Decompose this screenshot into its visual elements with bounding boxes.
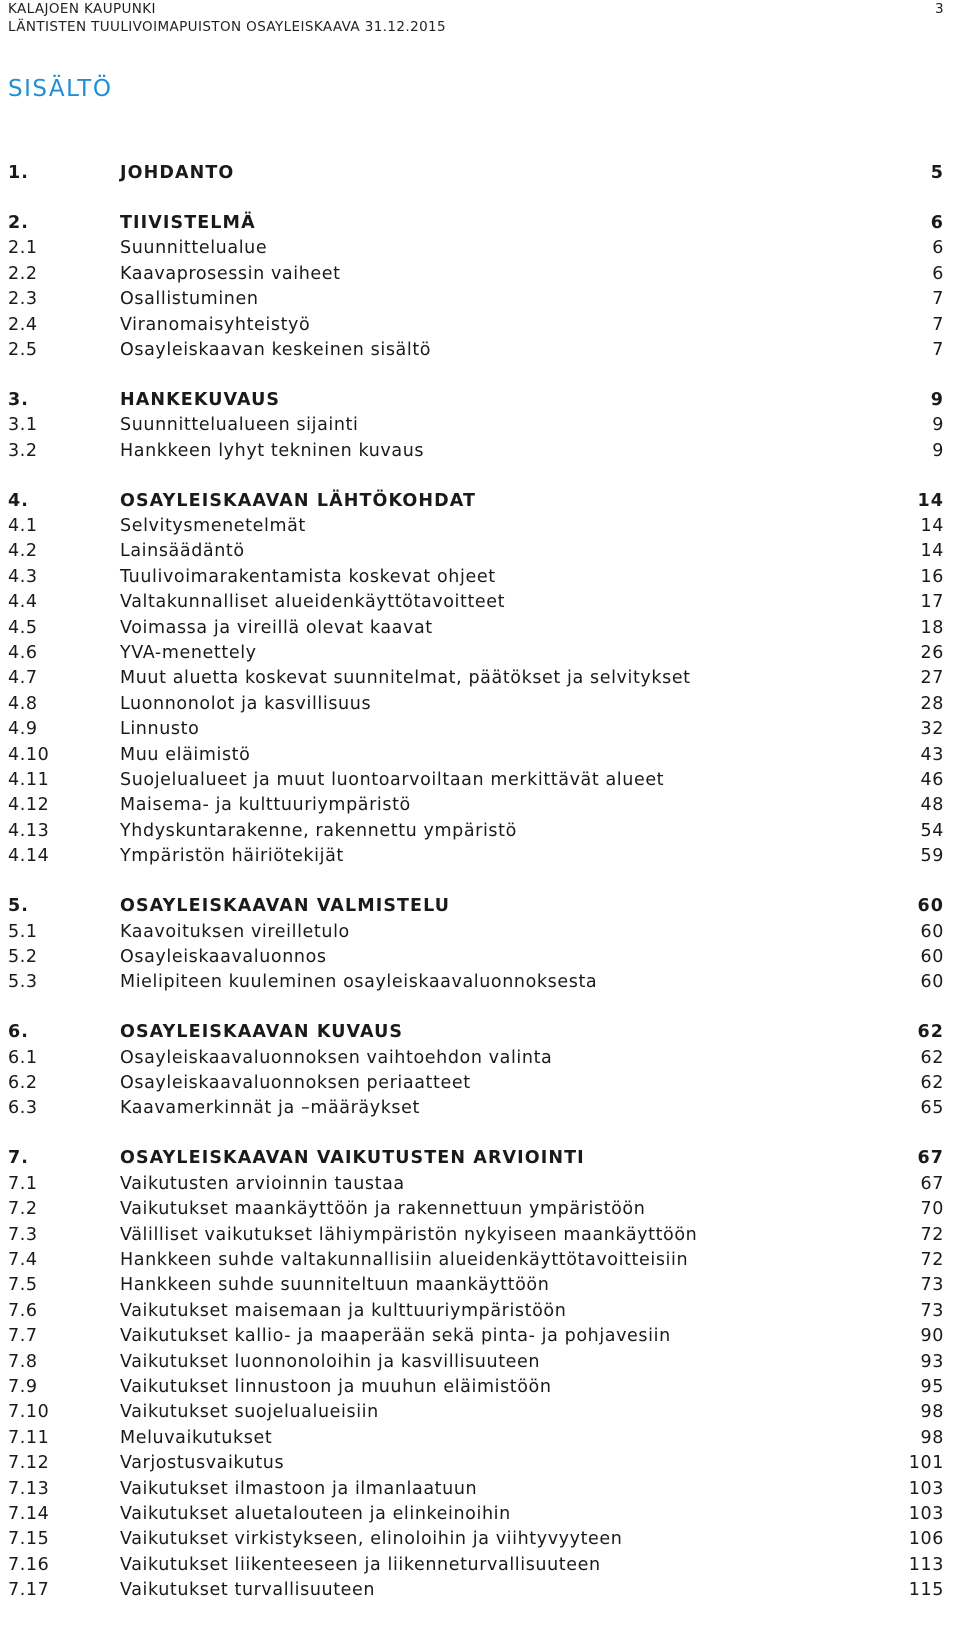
toc-entry-title: Vaikutukset turvallisuuteen: [120, 1580, 376, 1601]
toc-section: [8, 388, 952, 464]
toc-entry-number: 5.1: [8, 921, 38, 942]
toc-entry-page: 60: [917, 896, 944, 917]
toc-entry-number: 4.11: [8, 769, 50, 790]
toc-entry-page: 113: [908, 1554, 944, 1575]
toc-entry-page: 62: [920, 1073, 944, 1094]
toc-entry-page: 14: [917, 490, 944, 511]
toc-entry-title: Osayleiskaavan keskeinen sisältö: [120, 339, 432, 360]
toc-entry-row[interactable]: [8, 1324, 952, 1349]
toc-entry-number: 7.11: [8, 1427, 50, 1448]
toc-entry-number: 4.4: [8, 592, 38, 613]
toc-entry-page: 72: [920, 1250, 944, 1271]
toc-entry-page: 5: [930, 163, 944, 183]
toc-entry-page: 7: [932, 289, 944, 310]
toc-entry-number: 4.9: [8, 719, 38, 740]
toc-entry-title: Muu eläimistö: [120, 744, 251, 765]
toc-entry-title: Yhdyskuntarakenne, rakennettu ympäristö: [120, 820, 517, 841]
toc-entry-row[interactable]: [8, 413, 952, 438]
toc-entry-row[interactable]: [8, 616, 952, 641]
toc-entry-number: 4.7: [8, 668, 38, 689]
toc-entry-row[interactable]: [8, 1426, 952, 1451]
toc-entry-number: 2.2: [8, 263, 38, 284]
toc-entry-number: 2.: [8, 212, 30, 233]
toc-chapter-row[interactable]: [8, 388, 952, 413]
toc-entry-number: 5.3: [8, 972, 38, 993]
toc-entry-row[interactable]: [8, 565, 952, 590]
toc-entry-page: 6: [932, 263, 944, 284]
toc-entry-title: Vaikutusten arvioinnin taustaa: [120, 1173, 405, 1194]
toc-entry-page: 67: [920, 1173, 944, 1194]
toc-entry-title: Valtakunnalliset alueidenkäyttötavoitteet: [120, 592, 506, 613]
toc-entry-row[interactable]: [8, 692, 952, 717]
toc-entry-title: Viranomaisyhteistyö: [120, 314, 311, 335]
toc-entry-number: 7.15: [8, 1529, 50, 1550]
toc-entry-title: Vaikutukset liikenteeseen ja liikenneturvallisuuteen: [120, 1554, 601, 1575]
toc-entry-page: 6: [930, 212, 944, 233]
toc-entry-row[interactable]: [8, 768, 952, 793]
toc-entry-title: Hankkeen suhde valtakunnallisiin alueidenkäyttötavoitteisiin: [120, 1250, 689, 1271]
toc-entry-title: Osayleiskaavaluonnoksen periaatteet: [120, 1073, 471, 1094]
toc-entry-page: 106: [908, 1529, 944, 1550]
toc-entry-number: 7.7: [8, 1326, 38, 1347]
toc-entry-title: TIIVISTELMÄ: [120, 212, 256, 233]
toc-chapter-row[interactable]: [8, 894, 952, 919]
toc-entry-number: 7.13: [8, 1478, 50, 1499]
toc-entry-page: 9: [932, 440, 944, 461]
toc-entry-title: Kaavoituksen vireilletulo: [120, 921, 350, 942]
toc-entry-title: Meluvaikutukset: [120, 1427, 273, 1448]
toc-entry-page: 32: [920, 719, 944, 740]
toc-entry-row[interactable]: [8, 666, 952, 691]
toc-entry-number: 2.1: [8, 238, 38, 259]
toc-entry-title: Vaikutukset luonnonoloihin ja kasvillisuuteen: [120, 1351, 541, 1372]
toc-entry-number: 4.1: [8, 516, 38, 537]
toc-section: [8, 211, 952, 363]
toc-entry-page: 46: [920, 769, 944, 790]
header-page-number: 3: [935, 1, 944, 17]
toc-entry-page: 28: [920, 693, 944, 714]
toc-entry-page: 73: [920, 1300, 944, 1321]
toc-entry-number: 3.: [8, 389, 30, 410]
toc-entry-row[interactable]: [8, 1527, 952, 1552]
toc-entry-page: 93: [920, 1351, 944, 1372]
toc-entry-row[interactable]: [8, 236, 952, 261]
toc-entry-number: 5.: [8, 896, 30, 917]
toc-entry-number: 7.: [8, 1148, 30, 1169]
toc-entry-number: 3.1: [8, 415, 38, 436]
toc-entry-page: 7: [932, 314, 944, 335]
toc-entry-number: 4.8: [8, 693, 38, 714]
toc-section: [8, 489, 952, 870]
toc-entry-page: 62: [920, 1047, 944, 1068]
toc-entry-number: 7.10: [8, 1402, 50, 1423]
toc-entry-page: 115: [908, 1580, 944, 1601]
toc-entry-page: 14: [920, 541, 944, 562]
toc-entry-number: 6.2: [8, 1073, 38, 1094]
toc-entry-title: Hankkeen suhde suunniteltuun maankäyttöön: [120, 1275, 550, 1296]
toc-chapter-row[interactable]: [8, 161, 952, 186]
toc-entry-title: Vaikutukset maisemaan ja kulttuuriympäristöön: [120, 1300, 567, 1321]
toc-entry-row[interactable]: [8, 1197, 952, 1222]
toc-entry-row[interactable]: [8, 1375, 952, 1400]
toc-entry-number: 1.: [8, 163, 30, 183]
toc-entry-page: 90: [920, 1326, 944, 1347]
toc-entry-number: 4.12: [8, 795, 50, 816]
toc-entry-row[interactable]: [8, 819, 952, 844]
toc-entry-title: Maisema- ja kulttuuriympäristö: [120, 795, 411, 816]
toc-entry-row[interactable]: [8, 920, 952, 945]
toc-entry-page: 17: [920, 592, 944, 613]
toc-entry-page: 67: [917, 1148, 944, 1169]
toc-entry-row[interactable]: [8, 1172, 952, 1197]
toc-entry-title: YVA-menettely: [120, 643, 257, 664]
toc-entry-number: 7.12: [8, 1453, 50, 1474]
toc-title: SISÄLTÖ: [8, 76, 113, 102]
toc-entry-page: 60: [920, 921, 944, 942]
toc-section: [8, 1020, 952, 1122]
toc-entry-number: 7.9: [8, 1376, 38, 1397]
toc-entry-title: Vaikutukset suojelualueisiin: [120, 1402, 379, 1423]
toc-entry-row[interactable]: [8, 1071, 952, 1096]
toc-entry-row[interactable]: [8, 439, 952, 464]
toc-entry-number: 7.5: [8, 1275, 38, 1296]
toc-entry-page: 60: [920, 972, 944, 993]
toc-entry-number: 7.14: [8, 1503, 50, 1524]
toc-entry-number: 3.2: [8, 440, 38, 461]
toc-entry-page: 26: [920, 643, 944, 664]
toc-entry-number: 7.17: [8, 1580, 50, 1601]
header-organization: KALAJOEN KAUPUNKI: [8, 1, 156, 17]
toc-entry-title: Suunnittelualueen sijainti: [120, 415, 359, 436]
toc-entry-number: 7.6: [8, 1300, 38, 1321]
toc-entry-row[interactable]: [8, 514, 952, 539]
toc-entry-number: 7.2: [8, 1199, 38, 1220]
toc-section: [8, 161, 952, 186]
toc-entry-page: 103: [908, 1503, 944, 1524]
toc-entry-row[interactable]: [8, 1248, 952, 1273]
toc-entry-title: OSAYLEISKAAVAN VALMISTELU: [120, 896, 451, 917]
toc-entry-page: 27: [920, 668, 944, 689]
toc-section: [8, 894, 952, 996]
toc-entry-row[interactable]: [8, 945, 952, 970]
toc-entry-title: Osallistuminen: [120, 289, 259, 310]
toc-entry-title: Mielipiteen kuuleminen osayleiskaavaluonnoksesta: [120, 972, 598, 993]
toc-entry-number: 7.3: [8, 1224, 38, 1245]
toc-entry-number: 2.3: [8, 289, 38, 310]
toc-entry-title: Vaikutukset ilmastoon ja ilmanlaatuun: [120, 1478, 478, 1499]
toc-entry-title: Varjostusvaikutus: [120, 1453, 285, 1474]
toc-entry-page: 98: [920, 1427, 944, 1448]
toc-chapter-row[interactable]: [8, 489, 952, 514]
toc-entry-page: 9: [930, 389, 944, 410]
toc-entry-page: 72: [920, 1224, 944, 1245]
toc-entry-page: 73: [920, 1275, 944, 1296]
toc-entry-title: Hankkeen lyhyt tekninen kuvaus: [120, 440, 425, 461]
toc-entry-title: OSAYLEISKAAVAN LÄHTÖKOHDAT: [120, 490, 477, 511]
toc-entry-row[interactable]: [8, 1299, 952, 1324]
toc-entry-page: 98: [920, 1402, 944, 1423]
toc-entry-number: 4.: [8, 490, 30, 511]
toc-entry-row[interactable]: [8, 1502, 952, 1527]
header-document-title: LÄNTISTEN TUULIVOIMAPUISTON OSAYLEISKAAVA 31.12.2015: [8, 19, 447, 35]
toc-entry-row[interactable]: [8, 1223, 952, 1248]
toc-entry-number: 6.1: [8, 1047, 38, 1068]
toc-entry-number: 7.4: [8, 1250, 38, 1271]
toc-entry-title: Vaikutukset virkistykseen, elinoloihin ja viihtyvyyteen: [120, 1529, 623, 1550]
toc-entry-page: 16: [920, 566, 944, 587]
toc-entry-title: Suojelualueet ja muut luontoarvoiltaan merkittävät alueet: [120, 769, 665, 790]
toc-entry-page: 7: [932, 339, 944, 360]
toc-entry-row[interactable]: [8, 1477, 952, 1502]
toc-entry-title: Vaikutukset kallio- ja maaperään sekä pinta- ja pohjavesiin: [120, 1326, 671, 1347]
toc-entry-row[interactable]: [8, 717, 952, 742]
toc-entry-page: 18: [920, 617, 944, 638]
toc-entry-number: 7.8: [8, 1351, 38, 1372]
toc-entry-title: JOHDANTO: [120, 163, 235, 183]
toc-entry-title: Selvitysmenetelmät: [120, 516, 306, 537]
toc-entry-number: 4.6: [8, 643, 38, 664]
toc-chapter-row[interactable]: [8, 1146, 952, 1171]
toc-entry-row[interactable]: [8, 1046, 952, 1071]
toc-entry-page: 14: [920, 516, 944, 537]
toc-entry-row[interactable]: [8, 970, 952, 995]
toc-entry-page: 48: [920, 795, 944, 816]
toc-entry-title: Vaikutukset maankäyttöön ja rakennettuun ympäristöön: [120, 1199, 646, 1220]
toc-entry-page: 62: [917, 1022, 944, 1043]
toc-entry-number: 4.2: [8, 541, 38, 562]
toc-entry-number: 4.10: [8, 744, 50, 765]
toc-section: [8, 1146, 952, 1603]
toc-entry-number: 7.1: [8, 1173, 38, 1194]
toc-entry-page: 60: [920, 946, 944, 967]
toc-entry-row[interactable]: [8, 1350, 952, 1375]
toc-entry-title: Vaikutukset aluetalouteen ja elinkeinoihin: [120, 1503, 511, 1524]
toc-entry-title: Kaavaprosessin vaiheet: [120, 263, 341, 284]
toc-entry-title: Osayleiskaavaluonnoksen vaihtoehdon valinta: [120, 1047, 553, 1068]
toc-entry-number: 4.13: [8, 820, 50, 841]
toc-chapter-row[interactable]: [8, 211, 952, 236]
toc-entry-title: Tuulivoimarakentamista koskevat ohjeet: [120, 566, 496, 587]
toc-entry-row[interactable]: [8, 287, 952, 312]
toc-entry-row[interactable]: [8, 262, 952, 287]
toc-entry-page: 101: [908, 1453, 944, 1474]
toc-entry-page: 103: [908, 1478, 944, 1499]
toc-entry-title: Muut aluetta koskevat suunnitelmat, päätökset ja selvitykset: [120, 668, 691, 689]
toc-entry-row[interactable]: [8, 590, 952, 615]
toc-entry-title: Voimassa ja vireillä olevat kaavat: [120, 617, 433, 638]
toc-entry-number: 2.4: [8, 314, 38, 335]
toc-entry-title: Osayleiskaavaluonnos: [120, 946, 327, 967]
toc-entry-number: 6.: [8, 1022, 30, 1043]
toc-entry-page: 70: [920, 1199, 944, 1220]
toc-entry-page: 6: [932, 238, 944, 259]
toc-entry-title: Kaavamerkinnät ja –määräykset: [120, 1098, 420, 1119]
page-header: [8, 0, 952, 36]
toc-entry-row[interactable]: [8, 793, 952, 818]
toc-entry-number: 5.2: [8, 946, 38, 967]
toc-entry-title: Vaikutukset linnustoon ja muuhun eläimistöön: [120, 1376, 552, 1397]
toc-entry-number: 2.5: [8, 339, 38, 360]
toc-entry-row[interactable]: [8, 1451, 952, 1476]
toc-entry-row[interactable]: [8, 1553, 952, 1578]
toc-entry-page: 9: [932, 415, 944, 436]
toc-entry-row[interactable]: [8, 1273, 952, 1298]
toc-entry-number: 7.16: [8, 1554, 50, 1575]
toc-entry-title: Lainsäädäntö: [120, 541, 245, 562]
toc-entry-row[interactable]: [8, 1096, 952, 1121]
toc-entry-page: 65: [920, 1098, 944, 1119]
toc-entry-title: Linnusto: [120, 719, 200, 740]
toc-entry-page: 95: [920, 1376, 944, 1397]
toc-entry-number: 4.3: [8, 566, 38, 587]
toc-entry-title: Ympäristön häiriötekijät: [120, 846, 344, 867]
toc-entry-row[interactable]: [8, 1578, 952, 1603]
toc-entry-page: 59: [920, 846, 944, 867]
toc-entry-number: 6.3: [8, 1098, 38, 1119]
toc-chapter-row[interactable]: [8, 1020, 952, 1045]
toc-entry-number: 4.5: [8, 617, 38, 638]
toc-entry-title: OSAYLEISKAAVAN VAIKUTUSTEN ARVIOINTI: [120, 1148, 585, 1169]
toc-entry-title: OSAYLEISKAAVAN KUVAUS: [120, 1022, 404, 1043]
toc-entry-row[interactable]: [8, 338, 952, 363]
toc-entry-title: Välilliset vaikutukset lähiympäristön nykyiseen maankäyttöön: [120, 1224, 698, 1245]
table-of-contents: [8, 161, 952, 1628]
toc-entry-row[interactable]: [8, 539, 952, 564]
toc-entry-row[interactable]: [8, 844, 952, 869]
toc-entry-title: Suunnittelualue: [120, 238, 268, 259]
toc-entry-number: 4.14: [8, 846, 50, 867]
toc-entry-page: 54: [920, 820, 944, 841]
toc-entry-title: HANKEKUVAUS: [120, 389, 281, 410]
toc-entry-row[interactable]: [8, 1400, 952, 1425]
toc-entry-row[interactable]: [8, 313, 952, 338]
toc-entry-row[interactable]: [8, 743, 952, 768]
toc-entry-page: 43: [920, 744, 944, 765]
toc-entry-row[interactable]: [8, 641, 952, 666]
toc-entry-title: Luonnonolot ja kasvillisuus: [120, 693, 372, 714]
